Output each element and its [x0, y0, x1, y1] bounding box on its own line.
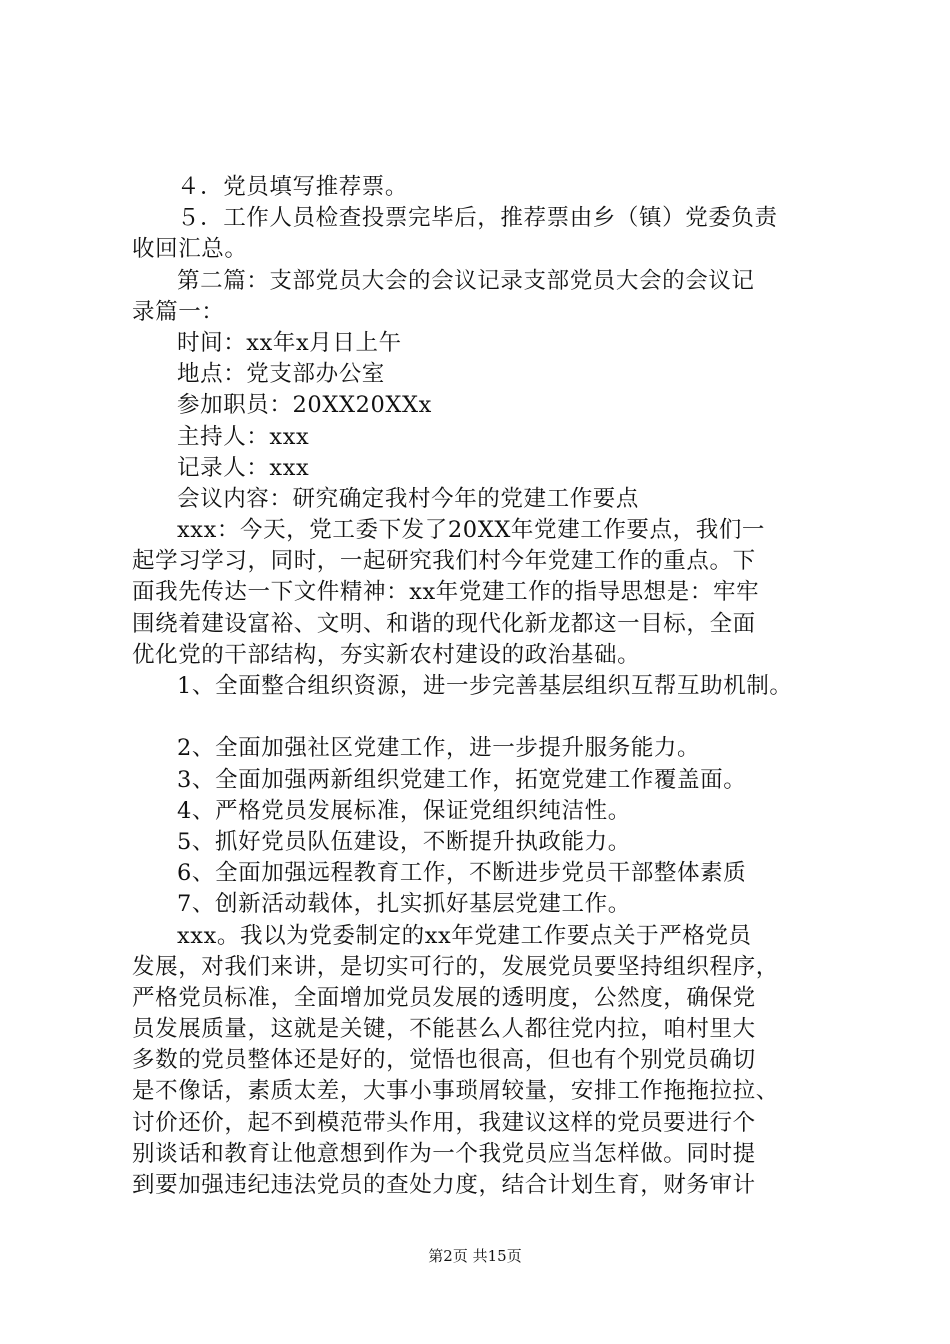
text-line: ５．工作人员检查投票完毕后，推荐票由乡（镇）党委负责 — [177, 205, 778, 232]
text-line: 4、严格党员发展标准，保证党组织纯洁性。 — [177, 797, 631, 824]
text-line: 会议内容：研究确定我村今年的党建工作要点 — [177, 485, 640, 512]
text-line: 围绕着建设富裕、文明、和谐的现代化新龙都这一目标，全面 — [132, 610, 756, 637]
text-line: 起学习学习，同时，一起研究我们村今年党建工作的重点。下 — [132, 548, 756, 575]
text-line: 员发展质量，这就是关键，不能甚么人都往党内拉，咱村里大 — [132, 1016, 756, 1043]
text-line: 记录人：xxx — [177, 454, 310, 481]
text-line: 录篇一： — [132, 298, 225, 325]
text-line: 严格党员标准，全面增加党员发展的透明度，公然度，确保党 — [132, 984, 756, 1011]
page-number-label: 第2页 共15页 — [428, 1247, 522, 1265]
text-line: 面我先传达一下文件精神：xx年党建工作的指导思想是：牢牢 — [132, 579, 760, 606]
text-line: xxx。我以为党委制定的xx年党建工作要点关于严格党员 — [177, 922, 752, 949]
text-line: 参加职员：20XX20XXx — [177, 392, 432, 419]
text-line: 收回汇总。 — [132, 236, 248, 263]
text-line: 6、全面加强远程教育工作，不断进步党员干部整体素质 — [177, 860, 747, 887]
text-line — [132, 702, 852, 733]
text-line: 时间：xx年x月日上午 — [177, 329, 402, 356]
text-line: 多数的党员整体还是好的，觉悟也很高，但也有个别党员确切 — [132, 1047, 756, 1074]
text-line: 主持人：xxx — [177, 423, 310, 450]
text-line: 发展，对我们来讲，是切实可行的，发展党员要坚持组织程序， — [132, 953, 779, 980]
text-line: 到要加强违纪违法党员的查处力度，结合计划生育，财务审计 — [132, 1172, 756, 1198]
text-line: 5、抓好党员队伍建设，不断提升执政能力。 — [177, 828, 631, 855]
text-line: 是不像话，素质太差，大事小事琐屑较量，安排工作拖拖拉拉、 — [132, 1078, 779, 1105]
document-body — [132, 172, 852, 1201]
text-line: 2、全面加强社区党建工作，进一步提升服务能力。 — [177, 735, 701, 762]
text-line: 讨价还价，起不到模范带头作用，我建议这样的党员要进行个 — [132, 1109, 756, 1136]
text-line: ４．党员填写推荐票。 — [177, 174, 409, 200]
text-line: 优化党的干部结构，夯实新农村建设的政治基础。 — [132, 641, 641, 668]
text-line: 地点：党支部办公室 — [177, 361, 385, 388]
text-line: 第二篇：支部党员大会的会议记录支部党员大会的会议记 — [177, 267, 755, 294]
text-line: 别谈话和教育让他意想到作为一个我党员应当怎样做。同时提 — [132, 1140, 756, 1167]
text-line: 1、全面整合组织资源，进一步完善基层组织互帮互助机制。 — [177, 673, 793, 699]
text-line: 3、全面加强两新组织党建工作，拓宽党建工作覆盖面。 — [177, 766, 747, 793]
page-footer — [0, 1246, 950, 1266]
text-line: 7、创新活动载体，扎实抓好基层党建工作。 — [177, 891, 631, 918]
text-line: xxx：今天，党工委下发了20XX年党建工作要点，我们一 — [177, 517, 766, 544]
